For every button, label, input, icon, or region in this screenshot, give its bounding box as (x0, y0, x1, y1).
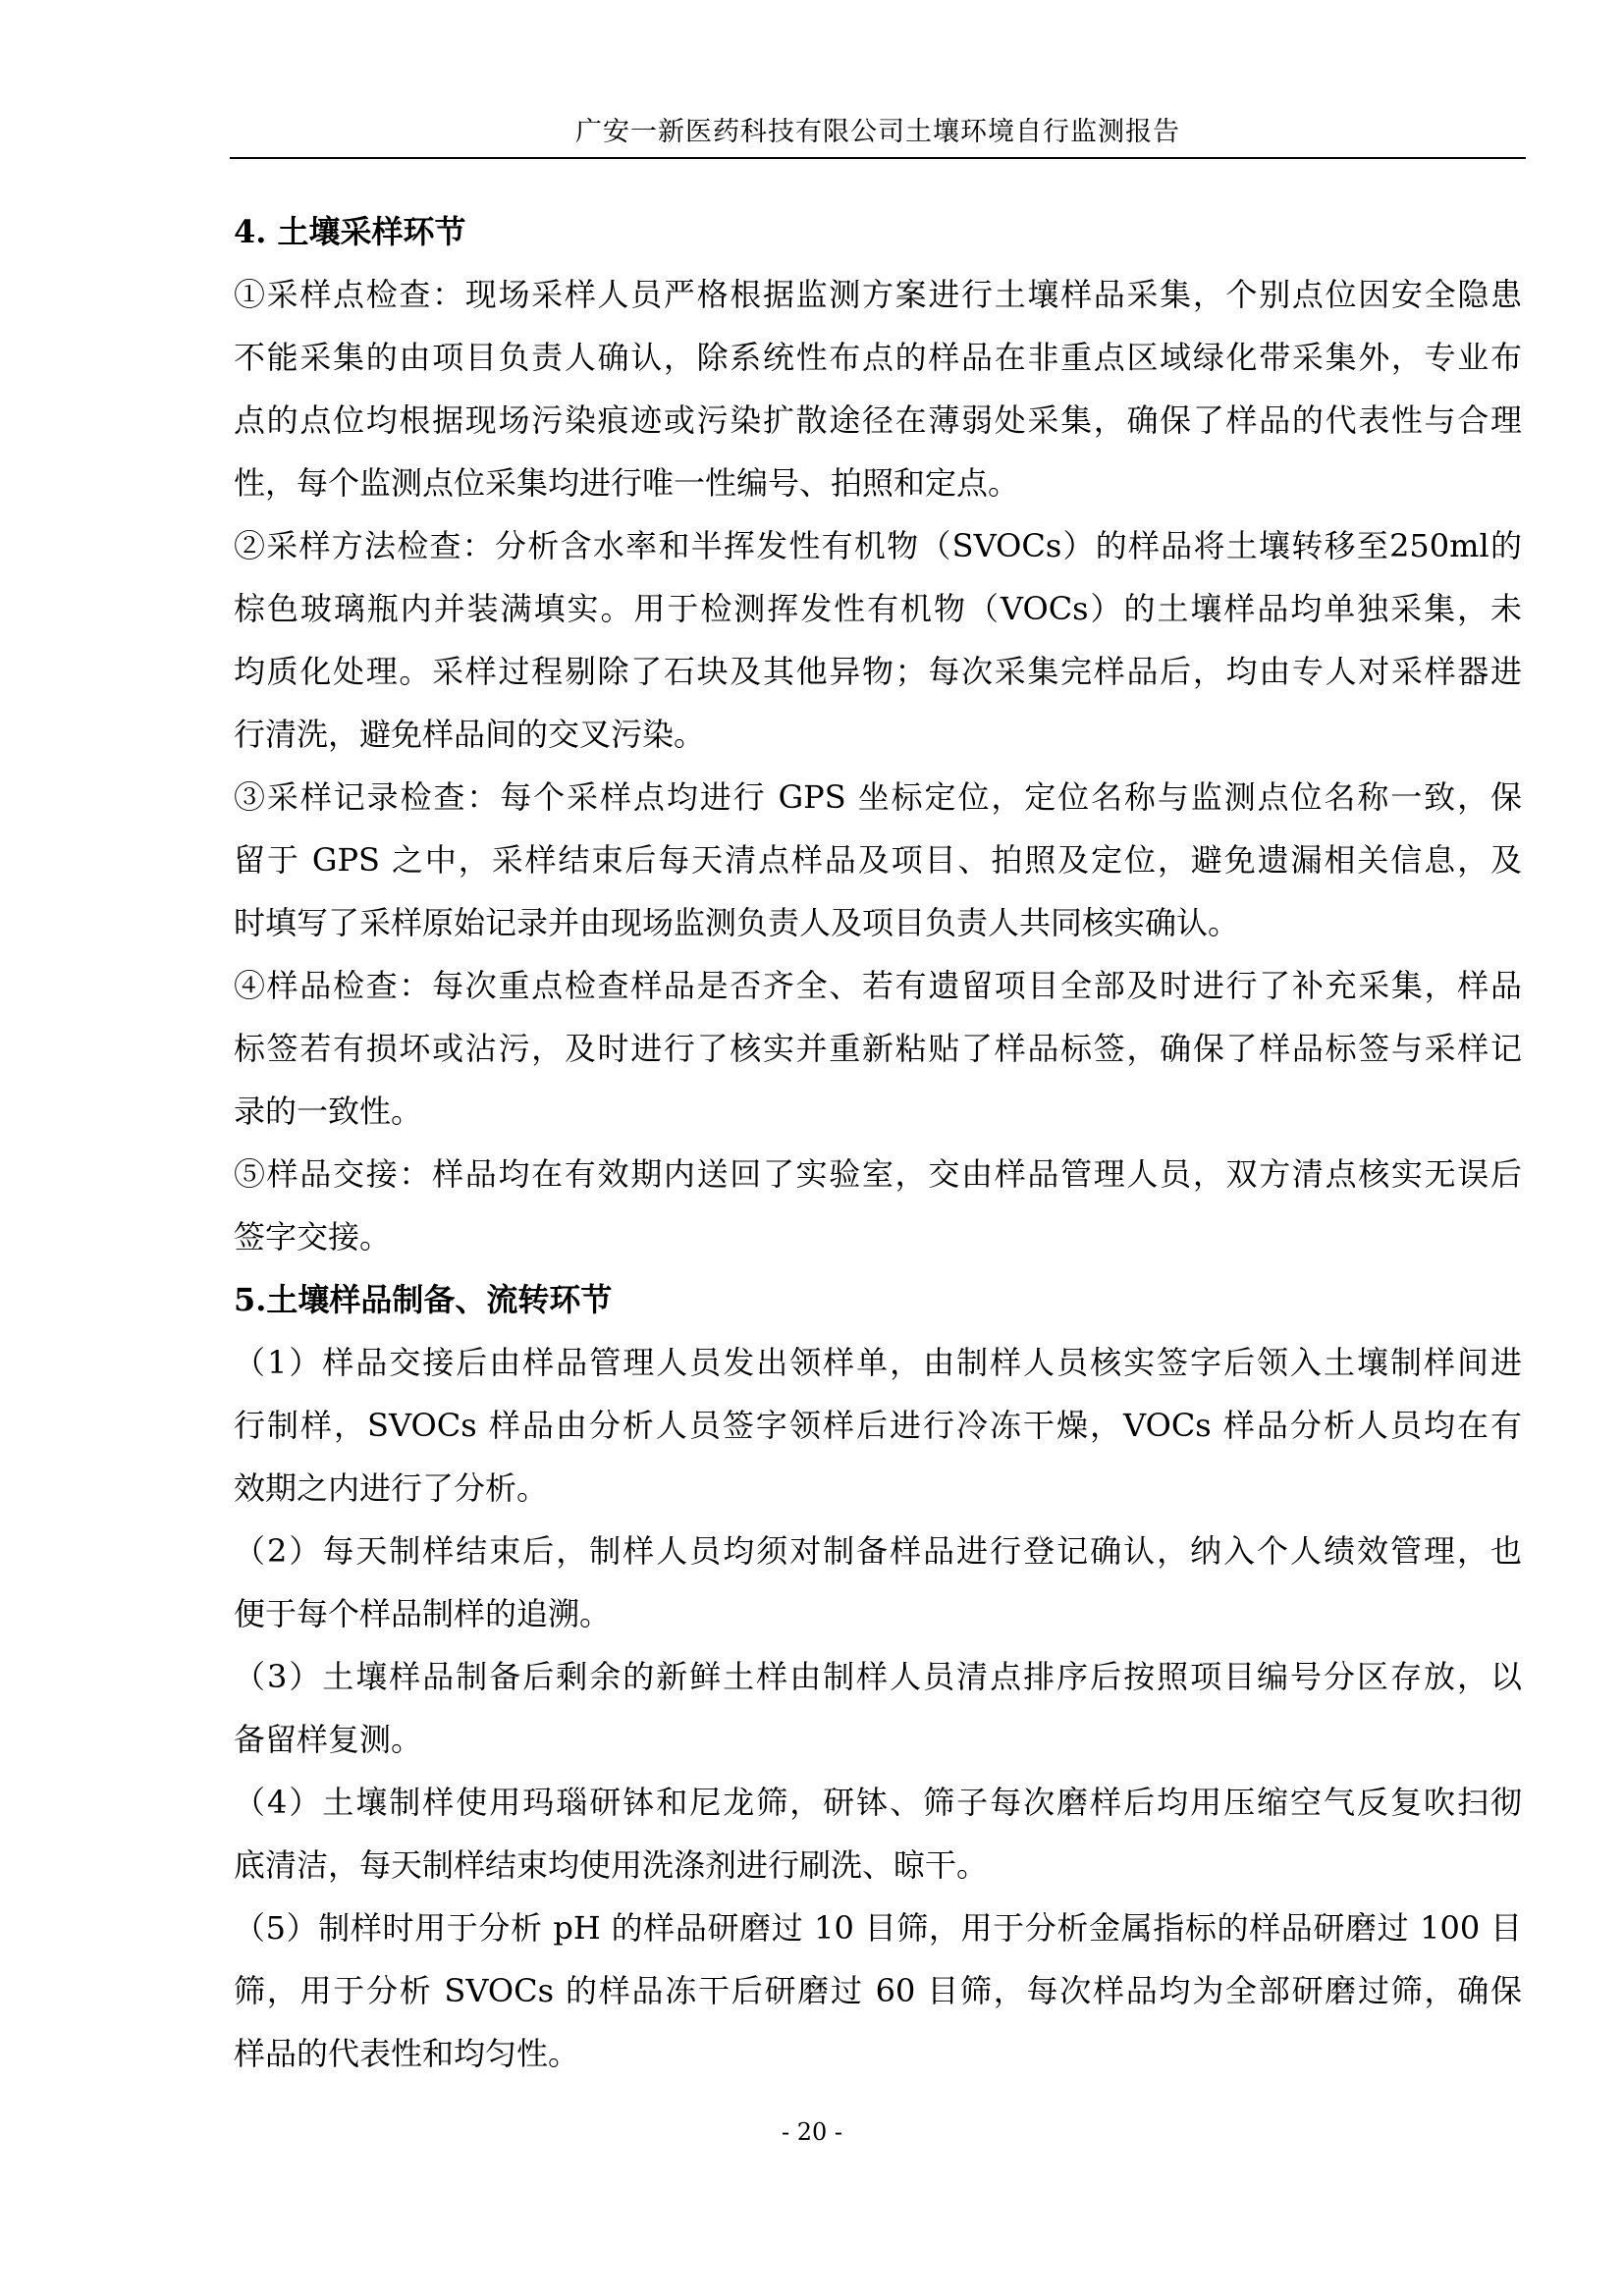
page-header: 广安一新医药科技有限公司土壤环境自行监测报告 (575, 117, 1180, 147)
paragraph-line: 性，每个监测点位采集均进行唯一性编号、拍照和定点。 (234, 464, 1020, 502)
paragraph (234, 1520, 1522, 1645)
paragraph (234, 1331, 1522, 1520)
paragraph-line: 留于 GPS 之中，采样结束后每天清点样品及项目、拍照及定位，避免遗漏相关信息，及 (234, 841, 1522, 879)
document-body (234, 200, 1522, 2085)
paragraph-line: ①采样点检查：现场采样人员严格根据监测方案进行土壤样品采集，个别点位因安全隐患 (234, 276, 1522, 313)
section-2 (234, 1268, 1522, 2085)
paragraph-line: 行清洗，避免样品间的交叉污染。 (234, 716, 706, 753)
page-number: - 20 - (781, 2118, 842, 2146)
paragraph-line: ③采样记录检查：每个采样点均进行 GPS 坐标定位，定位名称与监测点位名称一致，保 (234, 778, 1522, 816)
paragraph-line: 不能采集的由项目负责人确认，除系统性布点的样品在非重点区域绿化带采集外，专业布 (234, 339, 1522, 376)
paragraph-line: ④样品检查：每次重点检查样品是否齐全、若有遗留项目全部及时进行了补充采集，样品 (234, 967, 1522, 1004)
paragraph-line: 时填写了采样原始记录并由现场监测负责人及项目负责人共同核实确认。 (234, 904, 1240, 941)
paragraph (234, 1896, 1522, 2085)
paragraph-line: 棕色玻璃瓶内并装满填实。用于检测挥发性有机物（VOCs）的土壤样品均单独采集，未 (234, 590, 1522, 627)
paragraph-line: （1）样品交接后由样品管理人员发出领样单，由制样人员核实签字后领入土壤制样间进 (234, 1344, 1522, 1381)
paragraph-line: 筛，用于分析 SVOCs 的样品冻干后研磨过 60 目筛，每次样品均为全部研磨过筛，确保 (234, 1972, 1522, 2009)
paragraph (234, 1645, 1522, 1771)
paragraph-line: ⑤样品交接：样品均在有效期内送回了实验室，交由样品管理人员，双方清点核实无误后 (234, 1155, 1522, 1193)
paragraph-line: 效期之内进行了分析。 (234, 1469, 549, 1507)
paragraph-line: （3）土壤样品制备后剩余的新鲜土样由制样人员清点排序后按照项目编号分区存放，以 (234, 1658, 1522, 1695)
paragraph-line: 底清洁，每天制样结束均使用洗涤剂进行刷洗、晾干。 (234, 1846, 989, 1884)
paragraph-line: 均质化处理。采样过程剔除了石块及其他异物；每次采集完样品后，均由专人对采样器进 (234, 653, 1522, 690)
paragraph (234, 263, 1522, 514)
paragraph-line: 样品的代表性和均匀性。 (234, 2035, 580, 2072)
paragraph-line: ②采样方法检查：分析含水率和半挥发性有机物（SVOCs）的样品将土壤转移至250ml的 (234, 527, 1522, 564)
paragraph (234, 1143, 1522, 1268)
paragraph (234, 954, 1522, 1143)
header-rule (230, 157, 1526, 159)
paragraph-line: （5）制样时用于分析 pH 的样品研磨过 10 目筛，用于分析金属指标的样品研磨过 100 目 (234, 1909, 1522, 1947)
paragraph-line: 备留样复测。 (234, 1721, 423, 1758)
paragraph-line: 签字交接。 (234, 1218, 392, 1255)
paragraph-line: （2）每天制样结束后，制样人员均须对制备样品进行登记确认，纳入个人绩效管理，也 (234, 1532, 1522, 1570)
paragraph-line: 行制样，SVOCs 样品由分析人员签字领样后进行冷冻干燥，VOCs 样品分析人员均在有 (234, 1407, 1522, 1444)
paragraph-line: 便于每个样品制样的追溯。 (234, 1595, 612, 1632)
paragraph-line: 点的点位均根据现场污染痕迹或污染扩散途径在薄弱处采集，确保了样品的代表性与合理 (234, 401, 1522, 439)
section-1 (234, 200, 1522, 1268)
paragraph (234, 1771, 1522, 1896)
paragraph (234, 766, 1522, 954)
paragraph (234, 514, 1522, 766)
section-heading: 4. 土壤采样环节 (234, 213, 466, 250)
paragraph-line: 标签若有损坏或沾污，及时进行了核实并重新粘贴了样品标签，确保了样品标签与采样记 (234, 1030, 1522, 1067)
paragraph-line: 录的一致性。 (234, 1093, 423, 1130)
section-heading: 5.土壤样品制备、流转环节 (234, 1281, 613, 1318)
paragraph-line: （4）土壤制样使用玛瑙研钵和尼龙筛，研钵、筛子每次磨样后均用压缩空气反复吹扫彻 (234, 1784, 1522, 1821)
